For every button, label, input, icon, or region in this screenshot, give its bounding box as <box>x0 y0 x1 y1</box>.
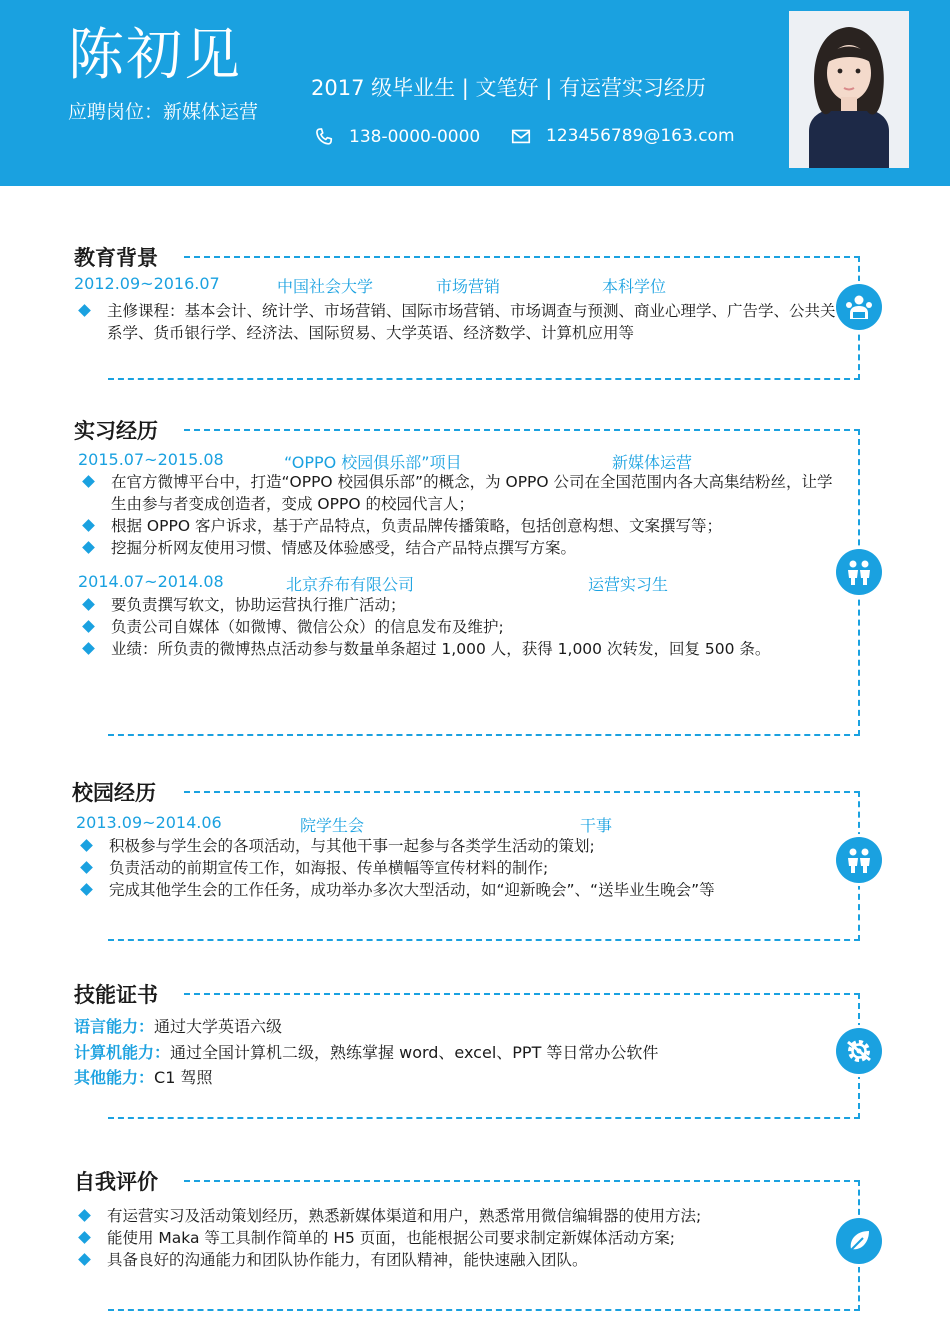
campus-role: 干事 <box>580 816 613 835</box>
skill-computer <box>74 1042 658 1064</box>
section-divider <box>108 1117 860 1119</box>
skills-section <box>0 983 950 1119</box>
skill-other <box>74 1067 212 1089</box>
job-role: 运营实习生 <box>588 575 669 594</box>
tagline: 2017 级毕业生 | 文笔好 | 有运营实习经历 <box>311 76 706 100</box>
list-item: 积极参与学生会的各项活动，与其他干事一起参与各类学生活动的策划; <box>80 835 842 857</box>
section-divider <box>108 734 860 736</box>
skill-value: C1 驾照 <box>154 1068 213 1087</box>
list-item: 根据 OPPO 客户诉求，基于产品特点，负责品牌传播策略，包括创意构想、文案撰写等； <box>82 515 842 537</box>
gear-icon <box>836 1028 882 1074</box>
self-eval-bullets <box>78 1205 842 1271</box>
list-item: 要负责撰写软文，协助运营执行推广活动； <box>82 594 842 616</box>
people-icon <box>836 837 882 883</box>
section-divider <box>184 993 860 995</box>
job-role: 新媒体运营 <box>612 453 693 472</box>
people-icon <box>836 549 882 595</box>
list-item: 完成其他学生会的工作任务，成功举办多次大型活动，如“迎新晚会”、“送毕业生晚会”等 <box>80 879 842 901</box>
campus-row <box>76 813 776 835</box>
education-period: 2012.09~2016.07 <box>74 274 220 293</box>
campus-period: 2013.09~2014.06 <box>76 813 222 832</box>
education-major: 市场营销 <box>436 277 501 296</box>
skill-label: 语言能力： <box>74 1017 155 1036</box>
list-item: 有运营实习及活动策划经历，熟悉新媒体渠道和用户，熟悉常用微信编辑器的使用方法; <box>78 1205 842 1227</box>
education-bullets <box>78 300 842 344</box>
education-row <box>74 274 774 296</box>
section-divider <box>184 256 860 258</box>
education-section <box>0 246 950 380</box>
profile-photo <box>789 11 909 168</box>
list-item: 负责活动的前期宣传工作，如海报、传单横幅等宣传材料的制作; <box>80 857 842 879</box>
job-bullets <box>82 594 842 660</box>
internship-row <box>78 450 778 472</box>
skill-label: 其他能力： <box>74 1068 155 1087</box>
section-divider <box>108 1309 860 1311</box>
skill-value: 通过大学英语六级 <box>154 1017 283 1036</box>
section-divider <box>184 1180 860 1182</box>
list-item: 负责公司自媒体（如微博、微信公众）的信息发布及维护; <box>82 616 842 638</box>
phone-contact <box>313 124 480 150</box>
campus-org: 院学生会 <box>300 816 365 835</box>
job-org: 北京乔布有限公司 <box>286 575 415 594</box>
leaf-icon <box>836 1218 882 1264</box>
job-org: “OPPO 校园俱乐部”项目 <box>284 453 462 472</box>
self-eval-section <box>0 1170 950 1311</box>
email-address: 123456789@163.com <box>546 126 735 146</box>
skill-label: 计算机能力： <box>74 1043 171 1062</box>
campus-bullets <box>80 835 842 901</box>
education-degree: 本科学位 <box>602 277 667 296</box>
internship-row <box>78 572 778 594</box>
section-divider <box>108 378 860 380</box>
skills-title: 技能证书 <box>74 983 158 1007</box>
campus-title: 校园经历 <box>72 781 156 805</box>
campus-section <box>0 781 950 941</box>
phone-number: 138-0000-0000 <box>349 127 481 147</box>
list-item: 主修课程：基本会计、统计学、市场营销、国际市场营销、市场调查与预测、商业心理学、广告学、公共关系学、货币银行学、经济法、国际贸易、大学英语、经济数学、计算机应用等 <box>78 300 842 344</box>
job-period: 2014.07~2014.08 <box>78 572 224 591</box>
education-school: 中国社会大学 <box>277 277 374 296</box>
list-item: 在官方微博平台中，打造“OPPO 校园俱乐部”的概念，为 OPPO 公司在全国范围内各大高集结粉丝，让学生由参与者变成创造者，变成 OPPO 的校园代言人； <box>82 471 842 515</box>
email-contact <box>510 123 735 149</box>
phone-icon <box>313 126 335 148</box>
self-eval-title: 自我评价 <box>74 1170 158 1194</box>
list-item: 具备良好的沟通能力和团队协作能力，有团队精神，能快速融入团队。 <box>78 1249 842 1271</box>
skill-value: 通过全国计算机二级，熟练掌握 word、excel、PPT 等日常办公软件 <box>170 1043 659 1062</box>
education-title: 教育背景 <box>74 246 158 270</box>
job-position: 应聘岗位：新媒体运营 <box>68 101 259 123</box>
job-bullets <box>82 471 842 559</box>
mail-icon <box>510 125 532 147</box>
internship-title: 实习经历 <box>74 419 158 443</box>
list-item: 挖掘分析网友使用习惯、情感及体验感受，结合产品特点撰写方案。 <box>82 537 842 559</box>
section-divider <box>108 939 860 941</box>
internship-section <box>0 419 950 736</box>
skill-language <box>74 1016 282 1038</box>
section-divider <box>184 791 860 793</box>
header-banner <box>0 0 950 186</box>
candidate-name: 陈初见 <box>68 23 242 88</box>
list-item: 能使用 Maka 等工具制作简单的 H5 页面，也能根据公司要求制定新媒体活动方案; <box>78 1227 842 1249</box>
list-item: 业绩：所负责的微博热点活动参与数量单条超过 1,000 人，获得 1,000 次转发，回复 500 条。 <box>82 638 842 660</box>
section-divider <box>184 429 860 431</box>
education-icon <box>836 284 882 330</box>
job-period: 2015.07~2015.08 <box>78 450 224 469</box>
